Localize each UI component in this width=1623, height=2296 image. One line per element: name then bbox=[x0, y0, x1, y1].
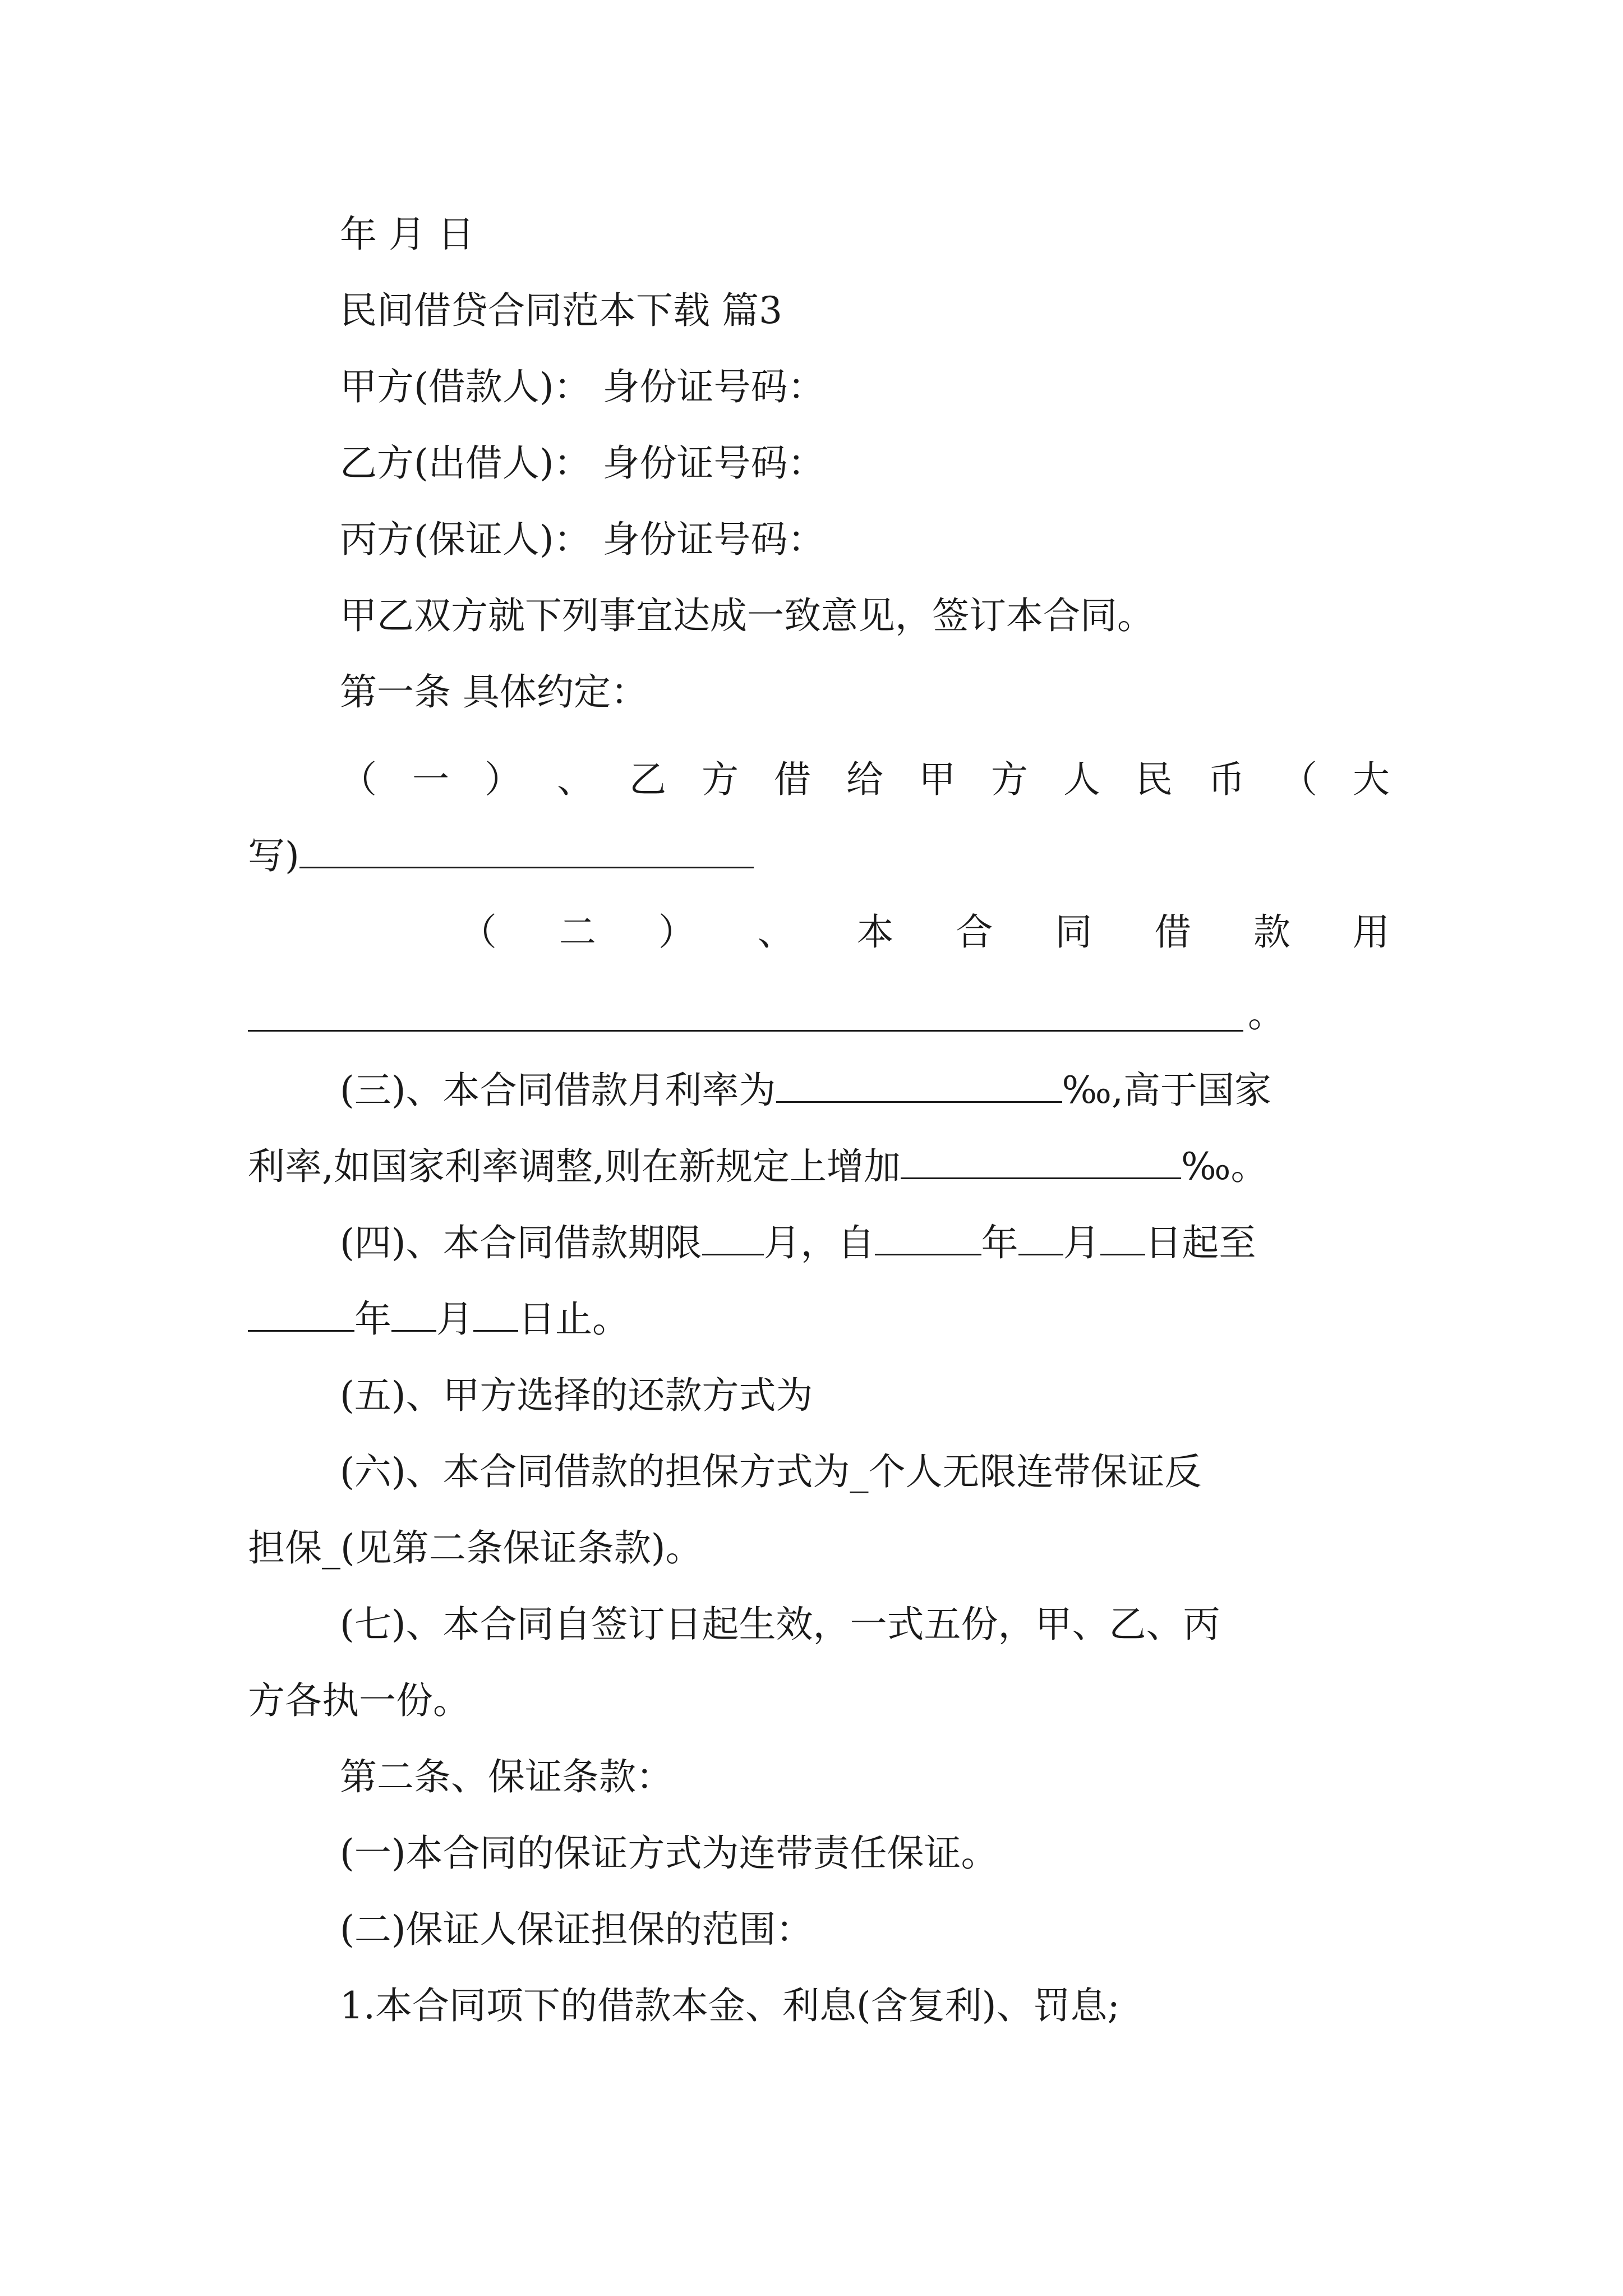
date-line: 年 月 日 bbox=[340, 213, 474, 256]
end-day-blank bbox=[473, 1295, 518, 1332]
item-4-text: 年 bbox=[981, 1221, 1018, 1264]
item-1-char: （ bbox=[340, 758, 377, 801]
purpose-blank bbox=[248, 1030, 1243, 1032]
item-1-char: 币 bbox=[1208, 758, 1245, 801]
item-4-line-1 bbox=[340, 1216, 1256, 1270]
start-year-blank bbox=[875, 1219, 981, 1255]
item-2-end: 。 bbox=[1248, 992, 1285, 1036]
item-4-text: (四)、本合同借款期限 bbox=[340, 1221, 702, 1264]
agreement-intro: 甲乙双方就下列事宜达成一致意见，签订本合同。 bbox=[340, 594, 1154, 637]
party-b-line: 乙方(出借人)： 身份证号码： bbox=[340, 441, 825, 485]
item-4-text: 年 bbox=[354, 1297, 391, 1341]
item-2-char: （ bbox=[460, 910, 497, 954]
item-1-char: 借 bbox=[774, 758, 811, 801]
guarantee-scope-item-1: 1.本合同项下的借款本金、利息(含复利)、罚息; bbox=[340, 1984, 1120, 2027]
item-2-line bbox=[460, 905, 1390, 959]
item-1-char: ） bbox=[485, 758, 522, 801]
item-2-char: ） bbox=[658, 910, 695, 954]
item-2-char: 二 bbox=[559, 910, 596, 954]
item-4-text: 月 bbox=[1063, 1221, 1100, 1264]
item-7-line-2: 方各执一份。 bbox=[248, 1679, 470, 1722]
item-1-char: 一 bbox=[412, 758, 449, 801]
rate-increase-blank bbox=[901, 1143, 1181, 1179]
months-blank bbox=[702, 1219, 764, 1255]
party-c-line: 丙方(保证人)： 身份证号码： bbox=[340, 518, 825, 561]
end-year-blank bbox=[248, 1295, 354, 1332]
item-3-line-2 bbox=[248, 1140, 1268, 1194]
monthly-rate-blank bbox=[776, 1066, 1062, 1103]
guarantee-clause-2: (二)保证人保证担保的范围： bbox=[340, 1908, 813, 1951]
item-7-line-1: (七)、本合同自签订日起生效，一式五份，甲、乙、丙 bbox=[340, 1603, 1220, 1646]
party-a-line: 甲方(借款人)： 身份证号码： bbox=[340, 365, 825, 408]
item-3-line-1 bbox=[340, 1064, 1271, 1117]
item-1-char: 方 bbox=[991, 758, 1028, 801]
item-6-line-2: 担保_(见第二条保证条款)。 bbox=[248, 1526, 703, 1570]
item-4-text: 日起至 bbox=[1145, 1221, 1256, 1264]
item-1-char: 方 bbox=[702, 758, 739, 801]
item-1-char: 大 bbox=[1353, 758, 1390, 801]
item-1-cont-text: 写) bbox=[248, 834, 299, 877]
article-2-heading: 第二条、保证条款： bbox=[340, 1755, 673, 1798]
start-month-blank bbox=[1018, 1219, 1063, 1255]
item-1-char: 人 bbox=[1063, 758, 1100, 801]
item-2-char: 合 bbox=[956, 910, 993, 954]
item-1-char: 甲 bbox=[919, 758, 956, 801]
item-1-char: 、 bbox=[557, 758, 594, 801]
amount-blank bbox=[299, 832, 754, 868]
section-title: 民间借贷合同范本下载 篇3 bbox=[340, 289, 782, 332]
item-1-char: （ bbox=[1280, 758, 1317, 801]
article-1-heading: 第一条 具体约定： bbox=[340, 670, 648, 714]
item-6-line-1: (六)、本合同借款的担保方式为_个人无限连带保证反 bbox=[340, 1450, 1202, 1493]
item-4-line-2 bbox=[248, 1292, 629, 1346]
item-4-text: 月，自 bbox=[763, 1221, 875, 1264]
item-3-text-d: ‰。 bbox=[1181, 1145, 1268, 1188]
item-2-char: 借 bbox=[1154, 910, 1192, 954]
item-3-text-a: (三)、本合同借款月利率为 bbox=[340, 1069, 776, 1112]
item-1-char: 乙 bbox=[629, 758, 666, 801]
item-2-char: 本 bbox=[856, 910, 894, 954]
item-1-char: 给 bbox=[846, 758, 883, 801]
end-month-blank bbox=[391, 1295, 436, 1332]
item-1-char: 民 bbox=[1136, 758, 1173, 801]
item-4-text: 月 bbox=[436, 1297, 473, 1341]
item-1-line bbox=[340, 753, 1390, 807]
item-3-text-b: ‰,高于国家 bbox=[1062, 1069, 1272, 1112]
item-2-char: 、 bbox=[757, 910, 795, 954]
item-3-text-c: 利率,如国家利率调整,则在新规定上增加 bbox=[248, 1145, 901, 1188]
start-day-blank bbox=[1100, 1219, 1145, 1255]
item-4-text: 日止。 bbox=[518, 1297, 629, 1341]
item-1-continuation bbox=[248, 829, 754, 883]
item-2-char: 款 bbox=[1253, 910, 1290, 954]
item-5-line: (五)、甲方选择的还款方式为 bbox=[340, 1374, 813, 1417]
item-2-char: 同 bbox=[1055, 910, 1092, 954]
item-2-char: 用 bbox=[1352, 910, 1390, 954]
guarantee-clause-1: (一)本合同的保证方式为连带责任保证。 bbox=[340, 1832, 998, 1875]
